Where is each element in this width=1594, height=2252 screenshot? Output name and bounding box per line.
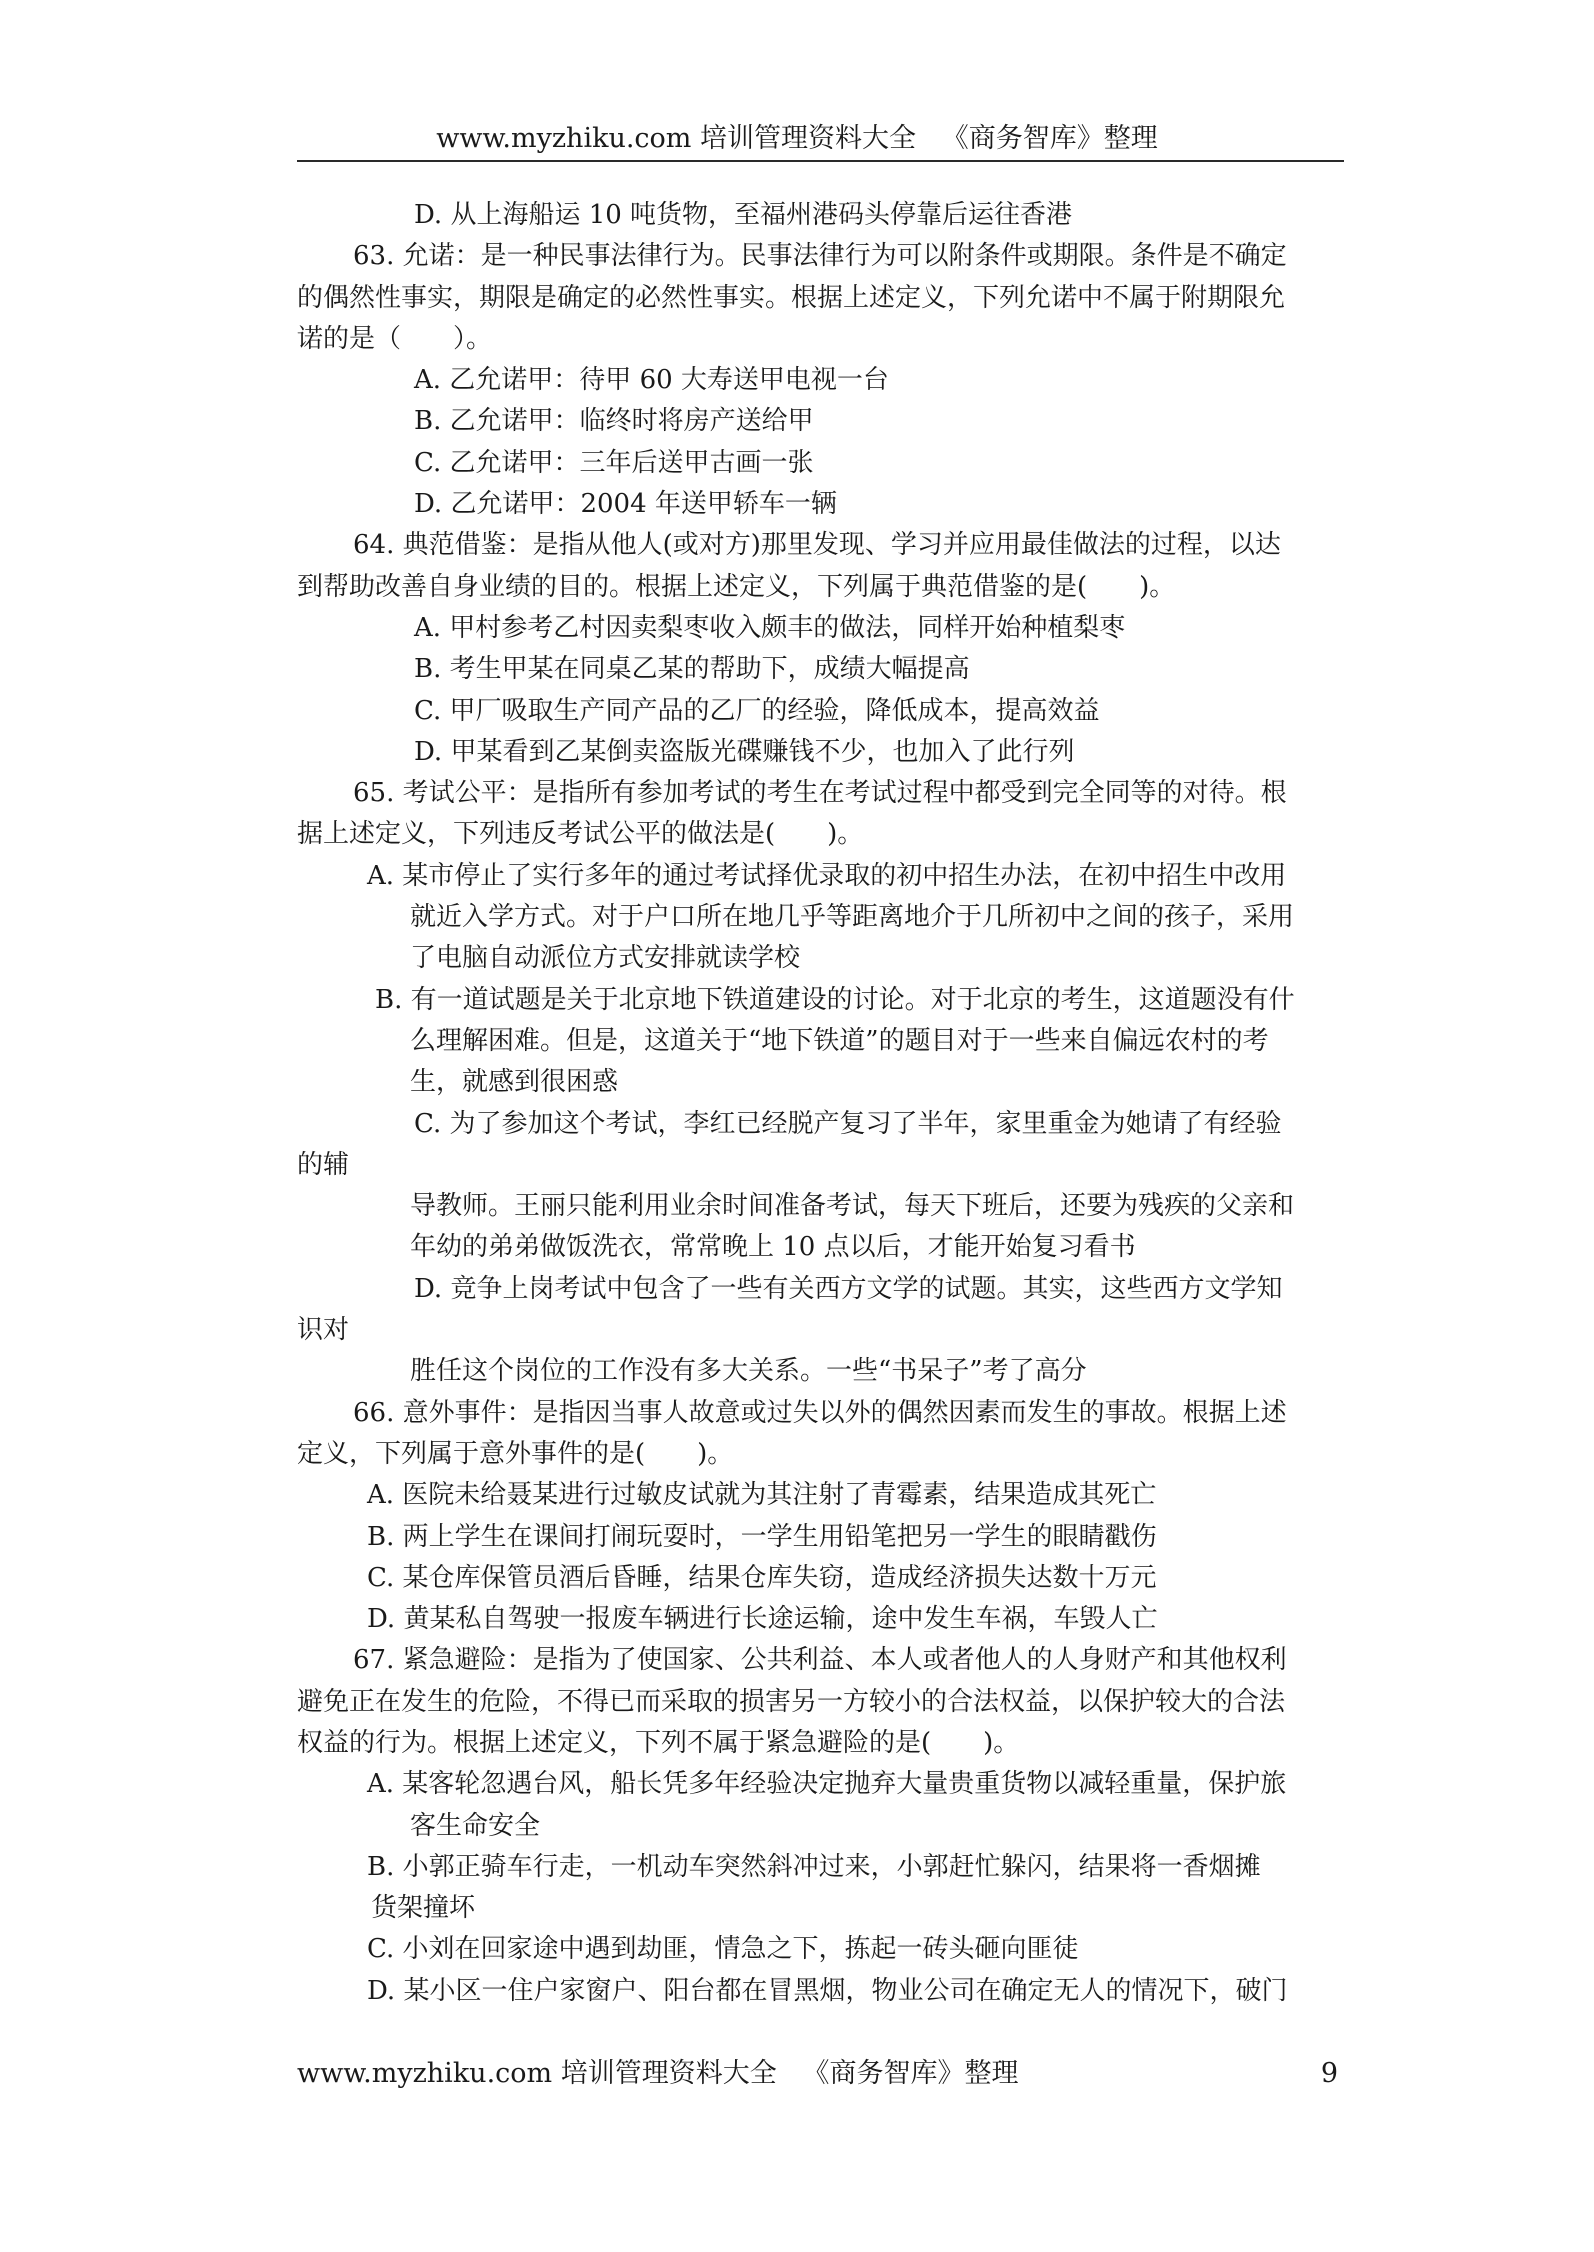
text-line: 到帮助改善自身业绩的目的。根据上述定义，下列属于典范借鉴的是( )。 — [297, 571, 1176, 602]
text-line: A. 某市停止了实行多年的通过考试择优录取的初中招生办法，在初中招生中改用 — [367, 860, 1287, 891]
text-line: A. 甲村参考乙村因卖梨枣收入颇丰的做法，同样开始种植梨枣 — [414, 612, 1126, 643]
text-line: 的辅 — [297, 1149, 350, 1180]
text-line: 的偶然性事实，期限是确定的必然性事实。根据上述定义，下列允诺中不属于附期限允 — [297, 282, 1286, 313]
text-line: A. 医院未给聂某进行过敏皮试就为其注射了青霉素，结果造成其死亡 — [367, 1480, 1157, 1511]
text-line: 识对 — [297, 1315, 350, 1346]
text-line: C. 小刘在回家途中遇到劫匪，情急之下，拣起一砖头砸向匪徒 — [367, 1934, 1079, 1965]
text-line: B. 有一道试题是关于北京地下铁道建设的讨论。对于北京的考生，这道题没有什 — [375, 984, 1295, 1015]
text-line: 货架撞坏 — [371, 1893, 476, 1924]
footer-text: www.myzhiku.com 培训管理资料大全 《商务智库》整理 — [297, 2058, 1019, 2089]
text-line: 年幼的弟弟做饭洗衣，常常晚上 10 点以后，才能开始复习看书 — [410, 1232, 1136, 1263]
text-line: B. 小郭正骑车行走，一机动车突然斜冲过来，小郭赶忙躲闪，结果将一香烟摊 — [367, 1851, 1261, 1882]
document-body — [297, 195, 1344, 2012]
text-line: B. 乙允诺甲：临终时将房产送给甲 — [414, 406, 814, 437]
text-line: 胜任这个岗位的工作没有多大关系。一些“书呆子”考了高分 — [410, 1356, 1087, 1387]
text-line: 63. 允诺：是一种民事法律行为。民事法律行为可以附条件或期限。条件是不确定 — [353, 241, 1287, 272]
text-line: 导教师。王丽只能利用业余时间准备考试，每天下班后，还要为残疾的父亲和 — [410, 1191, 1295, 1222]
text-line: 避免正在发生的危险，不得已而采取的损害另一方较小的合法权益，以保护较大的合法 — [297, 1686, 1286, 1717]
text-line: B. 两上学生在课间打闹玩耍时，一学生用铅笔把另一学生的眼睛戳伤 — [367, 1521, 1157, 1552]
text-line: 67. 紧急避险：是指为了使国家、公共利益、本人或者他人的人身财产和其他权利 — [353, 1645, 1287, 1676]
text-line: C. 甲厂吸取生产同产品的乙厂的经验，降低成本，提高效益 — [414, 695, 1100, 726]
text-line: D. 黄某私自驾驶一报废车辆进行长途运输，途中发生车祸，车毁人亡 — [367, 1604, 1158, 1635]
text-line: B. 考生甲某在同桌乙某的帮助下，成绩大幅提高 — [414, 654, 970, 685]
text-line: 据上述定义，下列违反考试公平的做法是( )。 — [297, 819, 864, 850]
text-line: 了电脑自动派位方式安排就读学校 — [410, 943, 801, 974]
text-line: D. 从上海船运 10 吨货物，至福州港码头停靠后运往香港 — [414, 200, 1073, 230]
text-line: 么理解困难。但是，这道关于“地下铁道”的题目对于一些来自偏远农村的考 — [410, 1025, 1269, 1056]
text-line: 权益的行为。根据上述定义，下列不属于紧急避险的是( )。 — [297, 1727, 1020, 1758]
text-line: C. 某仓库保管员酒后昏睡，结果仓库失窃，造成经济损失达数十万元 — [367, 1562, 1157, 1593]
text-line: 66. 意外事件：是指因当事人故意或过失以外的偶然因素而发生的事故。根据上述 — [353, 1397, 1287, 1428]
text-line: C. 乙允诺甲：三年后送甲古画一张 — [414, 447, 814, 478]
text-line: 就近入学方式。对于户口所在地几乎等距离地介于几所初中之间的孩子，采用 — [410, 902, 1295, 933]
text-line: D. 某小区一住户家窗户、阳台都在冒黑烟，物业公司在确定无人的情况下，破门 — [367, 1975, 1288, 2006]
text-line: D. 甲某看到乙某倒卖盗版光碟赚钱不少，也加入了此行列 — [414, 736, 1075, 767]
text-line: 定义，下列属于意外事件的是( )。 — [297, 1438, 734, 1469]
page-number: 9 — [1320, 2058, 1338, 2089]
text-line: C. 为了参加这个考试，李红已经脱产复习了半年，家里重金为她请了有经验 — [414, 1108, 1282, 1139]
text-line: 64. 典范借鉴：是指从他人(或对方)那里发现、学习并应用最佳做法的过程，以达 — [353, 530, 1281, 561]
text-line: 客生命安全 — [410, 1810, 541, 1841]
text-line: 生，就感到很困惑 — [410, 1067, 619, 1098]
header-rule — [297, 160, 1344, 162]
text-line: 诺的是（ ）。 — [297, 323, 493, 354]
text-line: A. 某客轮忽遇台风，船长凭多年经验决定抛弃大量贵重货物以减轻重量，保护旅 — [367, 1769, 1287, 1800]
text-line: D. 竞争上岗考试中包含了一些有关西方文学的试题。其实，这些西方文学知 — [414, 1273, 1283, 1304]
text-line: A. 乙允诺甲：待甲 60 大寿送甲电视一台 — [414, 365, 889, 396]
page-header: www.myzhiku.com 培训管理资料大全 《商务智库》整理 — [436, 123, 1158, 154]
text-line: 65. 考试公平：是指所有参加考试的考生在考试过程中都受到完全同等的对待。根 — [353, 778, 1287, 809]
text-line: D. 乙允诺甲：2004 年送甲轿车一辆 — [414, 489, 837, 520]
